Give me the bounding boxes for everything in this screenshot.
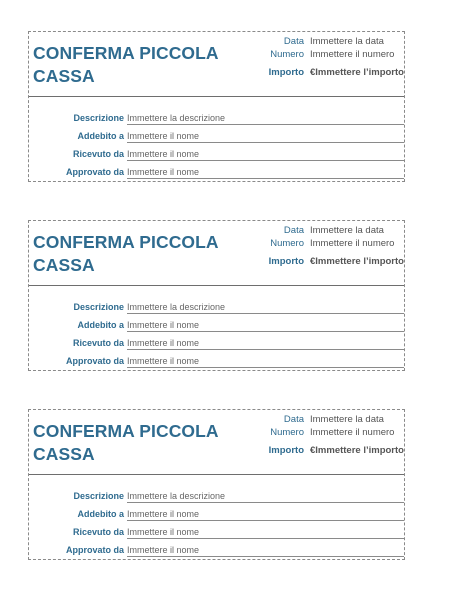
description-row <box>29 491 404 503</box>
charged-to-field[interactable]: Immettere il nome <box>127 320 404 332</box>
number-field[interactable]: Immettere il numero <box>310 49 395 60</box>
charged-to-label: Addebito a <box>77 131 124 141</box>
date-label: Data <box>283 414 304 425</box>
amount-label: Importo <box>268 67 304 78</box>
approved-by-field[interactable]: Immettere il nome <box>127 167 404 179</box>
approved-by-field[interactable]: Immettere il nome <box>127 545 404 557</box>
receipt-1 <box>28 31 405 182</box>
received-by-label: Ricevuto da <box>72 338 124 348</box>
amount-field[interactable]: €Immettere l’importo <box>310 67 404 78</box>
receipt-header <box>29 410 404 475</box>
number-label: Numero <box>270 49 304 60</box>
received-by-field[interactable]: Immettere il nome <box>127 149 404 161</box>
receipt-3 <box>28 409 405 560</box>
received-by-label: Ricevuto da <box>72 149 124 159</box>
approved-by-label: Approvato da <box>65 356 124 366</box>
number-field[interactable]: Immettere il numero <box>310 427 395 438</box>
description-row <box>29 113 404 125</box>
receipt-header <box>29 32 404 97</box>
receipt-title: CONFERMA PICCOLA CASSA <box>33 421 219 464</box>
amount-label: Importo <box>268 445 304 456</box>
received-by-row <box>29 527 404 539</box>
number-label: Numero <box>270 238 304 249</box>
charged-to-label: Addebito a <box>77 320 124 330</box>
charged-to-field[interactable]: Immettere il nome <box>127 131 404 143</box>
approved-by-label: Approvato da <box>65 545 124 555</box>
approved-by-field[interactable]: Immettere il nome <box>127 356 404 368</box>
charged-to-row <box>29 509 404 521</box>
receipt-title: CONFERMA PICCOLA CASSA <box>33 232 219 275</box>
description-field[interactable]: Immettere la descrizione <box>127 113 404 125</box>
number-label: Numero <box>270 427 304 438</box>
received-by-field[interactable]: Immettere il nome <box>127 338 404 350</box>
charged-to-row <box>29 320 404 332</box>
description-label: Descrizione <box>73 491 124 501</box>
approved-by-label: Approvato da <box>65 167 124 177</box>
description-label: Descrizione <box>73 113 124 123</box>
charged-to-field[interactable]: Immettere il nome <box>127 509 404 521</box>
charged-to-label: Addebito a <box>77 509 124 519</box>
approved-by-row <box>29 545 404 557</box>
amount-field[interactable]: €Immettere l’importo <box>310 445 404 456</box>
approved-by-row <box>29 356 404 368</box>
amount-label: Importo <box>268 256 304 267</box>
date-label: Data <box>283 36 304 47</box>
amount-field[interactable]: €Immettere l’importo <box>310 256 404 267</box>
received-by-field[interactable]: Immettere il nome <box>127 527 404 539</box>
receipt-header <box>29 221 404 286</box>
description-field[interactable]: Immettere la descrizione <box>127 302 404 314</box>
received-by-label: Ricevuto da <box>72 527 124 537</box>
charged-to-row <box>29 131 404 143</box>
date-field[interactable]: Immettere la data <box>310 36 384 47</box>
date-field[interactable]: Immettere la data <box>310 225 384 236</box>
description-label: Descrizione <box>73 302 124 312</box>
date-label: Data <box>283 225 304 236</box>
approved-by-row <box>29 167 404 179</box>
receipt-2 <box>28 220 405 371</box>
description-field[interactable]: Immettere la descrizione <box>127 491 404 503</box>
number-field[interactable]: Immettere il numero <box>310 238 395 249</box>
received-by-row <box>29 149 404 161</box>
received-by-row <box>29 338 404 350</box>
description-row <box>29 302 404 314</box>
date-field[interactable]: Immettere la data <box>310 414 384 425</box>
receipt-title: CONFERMA PICCOLA CASSA <box>33 43 219 86</box>
